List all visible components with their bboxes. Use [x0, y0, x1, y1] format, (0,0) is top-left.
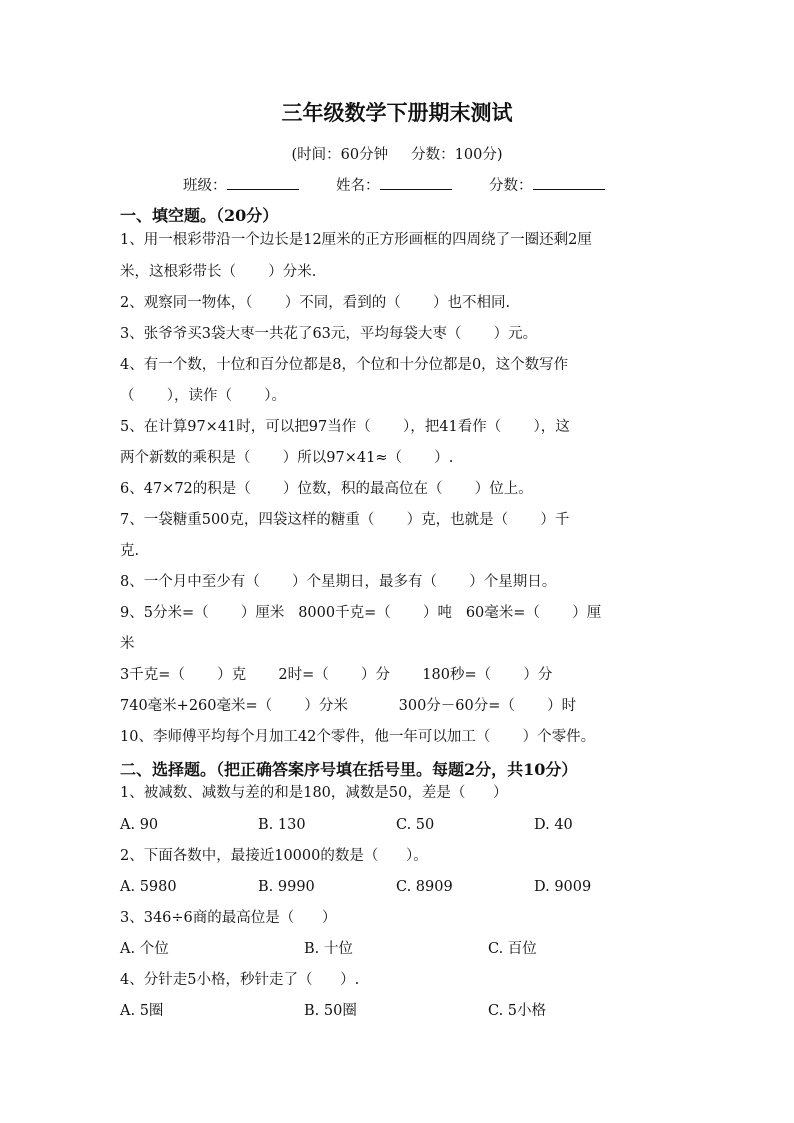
- score-blank[interactable]: [533, 175, 605, 190]
- choice-option[interactable]: B. 十位: [304, 941, 353, 957]
- choice-option[interactable]: A. 90: [120, 817, 159, 833]
- fill-line: 8、一个月中至少有（ ）个星期日，最多有（ ）个星期日。: [120, 574, 557, 590]
- name-field: [336, 175, 452, 196]
- choice-question: 2、下面各数中，最接近10000的数是（ ）。: [120, 848, 428, 864]
- choice-option[interactable]: B. 50圈: [304, 1003, 357, 1019]
- fill-line: 克.: [120, 543, 140, 559]
- name-label: 姓名：: [336, 178, 380, 194]
- fill-line: 米，这根彩带长（ ）分米.: [120, 264, 317, 280]
- fill-line: 10、李师傅平均每个月加工42个零件，他一年可以加工（ ）个零件。: [120, 729, 596, 745]
- fill-line: 2、观察同一物体，（ ）不同，看到的（ ）也不相同.: [120, 295, 511, 311]
- choice-question: 1、被减数、减数与差的和是180，减数是50，差是（ ）: [120, 785, 508, 801]
- class-blank[interactable]: [227, 175, 299, 190]
- choice-option[interactable]: C. 百位: [488, 941, 537, 957]
- class-field: [183, 175, 299, 196]
- choice-question: 4、分针走5小格，秒针走了（ ）.: [120, 972, 360, 988]
- choice-option[interactable]: C. 50: [396, 817, 435, 833]
- fill-line: 7、一袋糖重500克，四袋这样的糖重（ ）克，也就是（ ）千: [120, 512, 570, 528]
- score-field: [489, 175, 605, 196]
- fill-line: 3、张爷爷买3袋大枣一共花了63元，平均每袋大枣（ ）元。: [120, 326, 538, 342]
- fill-line: 两个新数的乘积是（ ）所以97×41≈（ ）.: [120, 450, 454, 466]
- fill-line: 4、有一个数，十位和百分位都是8，个位和十分位都是0，这个数写作: [120, 357, 569, 373]
- choice-question: 3、346÷6商的最高位是（ ）: [120, 910, 337, 926]
- choice-option[interactable]: D. 40: [534, 817, 573, 833]
- exam-subtitle: (时间：60分钟 分数：100分): [291, 147, 503, 163]
- choice-option[interactable]: A. 5圈: [120, 1003, 164, 1019]
- fill-line: 740毫米+260毫米=（ ）分米 300分－60分=（ ）时: [120, 698, 577, 714]
- fill-line: 米: [120, 636, 135, 652]
- choice-option[interactable]: C. 8909: [396, 879, 453, 895]
- choice-option[interactable]: A. 5980: [120, 879, 177, 895]
- score-label: 分数：: [489, 178, 533, 194]
- section1-heading: 一、填空题。（20分）: [120, 206, 279, 225]
- exam-title: 三年级数学下册期末测试: [281, 100, 513, 125]
- fill-line: 1、用一根彩带沿一个边长是12厘米的正方形画框的四周绕了一圈还剩2厘: [120, 232, 592, 248]
- choice-option[interactable]: B. 130: [258, 817, 306, 833]
- fill-line: 5、在计算97×41时，可以把97当作（ ），把41看作（ ），这: [120, 419, 570, 435]
- name-blank[interactable]: [380, 175, 452, 190]
- choice-option[interactable]: A. 个位: [120, 941, 169, 957]
- fill-line: 9、5分米=（ ）厘米 8000千克=（ ）吨 60毫米=（ ）厘: [120, 605, 602, 621]
- choice-option[interactable]: C. 5小格: [488, 1003, 547, 1019]
- choice-option[interactable]: B. 9990: [258, 879, 315, 895]
- choice-option[interactable]: D. 9009: [534, 879, 592, 895]
- class-label: 班级：: [183, 178, 227, 194]
- section2-heading: 二、选择题。（把正确答案序号填在括号里。每题2分，共10分）: [120, 760, 578, 779]
- fill-line: 6、47×72的积是（ ）位数，积的最高位在（ ）位上。: [120, 481, 533, 497]
- fill-line: 3千克=（ ）克 2时=（ ）分 180秒=（ ）分: [120, 667, 553, 683]
- fill-line: （ ），读作（ ）。: [120, 388, 287, 404]
